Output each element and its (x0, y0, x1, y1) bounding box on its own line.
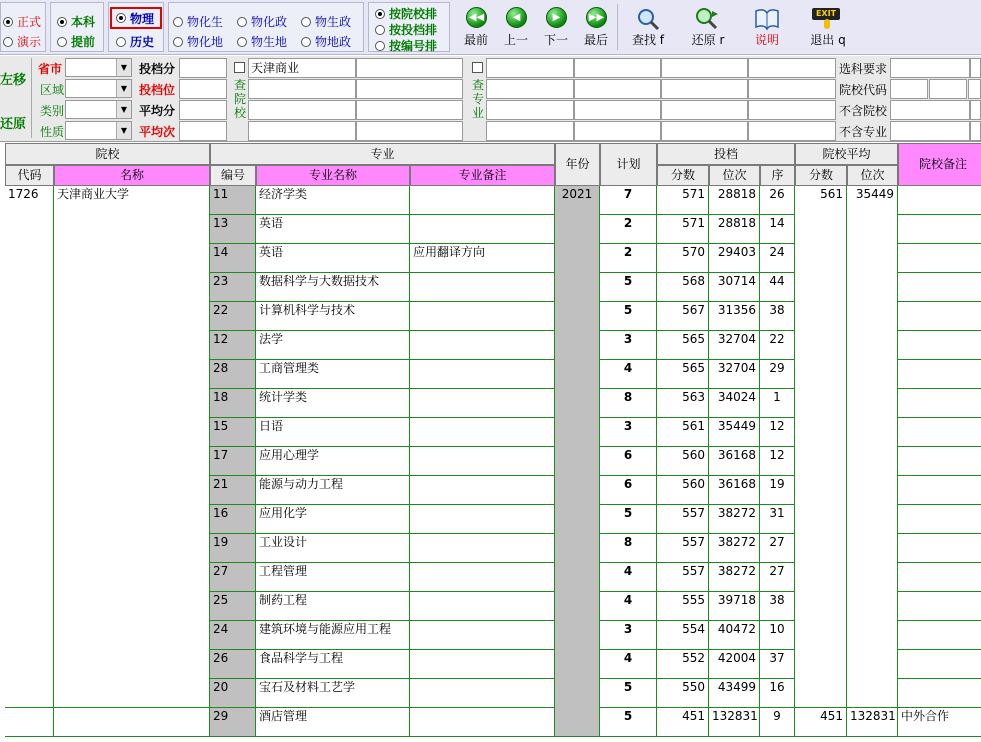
school-filter-checkbox[interactable] (234, 62, 245, 73)
exclude-major-label: 不含专业 (839, 125, 888, 139)
exit-figure-icon (824, 19, 830, 29)
school-name-cell (54, 708, 210, 737)
score-cell: 567 (657, 302, 709, 331)
rank-cell: 34024 (709, 389, 760, 418)
school-note-cell (898, 476, 981, 505)
school-code-input-3[interactable] (968, 79, 981, 99)
row-avg-rank-cell: 132831 (847, 708, 898, 737)
major-note-cell (410, 534, 555, 563)
seq-cell: 24 (760, 244, 795, 273)
major-search-input-1[interactable] (486, 58, 574, 78)
plan-cell: 2 (600, 215, 657, 244)
radio-dot (3, 37, 13, 47)
level-undergrad-radio[interactable]: 本科 (57, 13, 95, 30)
major-note-cell: 应用翻译方向 (410, 244, 555, 273)
mode-formal-radio[interactable]: 正式 (3, 13, 41, 30)
school-note-cell (898, 679, 981, 708)
seq-cell: 9 (760, 708, 795, 737)
toudang-score-input[interactable] (179, 58, 227, 78)
seq-cell: 12 (760, 418, 795, 447)
score-cell: 557 (657, 534, 709, 563)
score-cell: 560 (657, 476, 709, 505)
plan-header[interactable]: 计划 (600, 143, 657, 186)
major-note-cell (410, 592, 555, 621)
book-icon (753, 7, 781, 31)
shift-left-button[interactable]: 左移 (0, 73, 27, 88)
rank-cell: 29403 (709, 244, 760, 273)
rank-cell: 38272 (709, 505, 760, 534)
number-cell: 15 (210, 418, 256, 447)
major-name-cell[interactable]: 工业设计 (256, 534, 410, 563)
combo-wuhuasheng-radio[interactable]: 物化生 (173, 13, 223, 30)
subject-req-label: 选科要求 (839, 62, 888, 76)
major-name-cell[interactable]: 日语 (256, 418, 410, 447)
plan-cell: 5 (600, 708, 657, 737)
radio-dot (57, 37, 67, 47)
avg-score-header[interactable]: 分数 (795, 165, 847, 186)
major-name-cell[interactable]: 计算机科学与技术 (256, 302, 410, 331)
school-search-input-2[interactable] (356, 58, 463, 78)
filter-divider (31, 58, 32, 138)
major-search-input-15[interactable] (661, 121, 748, 141)
rank-cell: 28818 (709, 186, 760, 215)
school-note-header[interactable]: 院校备注 (898, 143, 981, 186)
exclude-school-input[interactable] (890, 100, 970, 120)
toudang-rank-label: 投档位 (139, 83, 176, 97)
major-search-input-16[interactable] (748, 121, 836, 141)
plan-cell: 3 (600, 621, 657, 650)
score-cell: 561 (657, 418, 709, 447)
school-note-cell (898, 389, 981, 418)
number-cell: 28 (210, 360, 256, 389)
major-name-header[interactable]: 专业名称 (256, 165, 410, 186)
subject-physics-radio[interactable]: 物理 (110, 7, 162, 29)
find-button[interactable]: 查找 f (620, 2, 676, 52)
rank-cell: 39718 (709, 592, 760, 621)
sort-by-number-radio[interactable]: 按编号排 (375, 37, 437, 54)
score-cell: 565 (657, 360, 709, 389)
number-cell: 21 (210, 476, 256, 505)
combo-radio-group (168, 2, 364, 52)
chevron-down-icon: ▼ (116, 101, 131, 118)
school-code-cell: 1726 (5, 186, 54, 708)
rank-cell: 36168 (709, 447, 760, 476)
score-cell: 550 (657, 679, 709, 708)
major-note-cell (410, 447, 555, 476)
radio-dot (237, 17, 247, 27)
school-name-cell[interactable]: 天津商业大学 (54, 186, 210, 708)
major-name-cell[interactable]: 英语 (256, 215, 410, 244)
avg-score-label: 平均分 (139, 104, 176, 118)
score-cell: 571 (657, 215, 709, 244)
radio-dot (301, 37, 311, 47)
help-button[interactable]: 说明 (740, 2, 794, 52)
plan-cell: 3 (600, 331, 657, 360)
search-school-label: 查院校 (233, 78, 246, 120)
school-avg-group-header: 院校平均 (795, 143, 898, 165)
school-note-cell (898, 273, 981, 302)
plan-cell: 4 (600, 563, 657, 592)
score-cell: 555 (657, 592, 709, 621)
seq-cell: 14 (760, 215, 795, 244)
first-button[interactable]: ◀◀ 最前 (457, 2, 495, 52)
score-cell: 563 (657, 389, 709, 418)
school-note-cell (898, 244, 981, 273)
plan-cell: 2 (600, 244, 657, 273)
radio-dot (3, 17, 13, 27)
major-note-cell (410, 708, 555, 737)
restore-left-button[interactable]: 还原 (0, 117, 27, 132)
year-header[interactable]: 年份 (555, 143, 600, 186)
plan-cell: 7 (600, 186, 657, 215)
major-name-cell[interactable]: 工程管理 (256, 563, 410, 592)
major-note-cell (410, 621, 555, 650)
combo-wushengdi-radio[interactable]: 物生地 (237, 33, 287, 50)
number-cell: 17 (210, 447, 256, 476)
major-name-cell[interactable]: 制药工程 (256, 592, 410, 621)
school-note-cell (898, 186, 981, 215)
double-left-arrow-icon: ◀◀ (466, 7, 487, 28)
school-note-cell (898, 592, 981, 621)
score-cell: 570 (657, 244, 709, 273)
rank-cell: 32704 (709, 331, 760, 360)
major-search-input-9[interactable] (486, 100, 574, 120)
major-name-cell[interactable]: 法学 (256, 331, 410, 360)
major-note-cell (410, 360, 555, 389)
major-name-cell[interactable]: 建筑环境与能源应用工程 (256, 621, 410, 650)
sort-radio-group (368, 2, 450, 52)
major-search-input-11[interactable] (661, 100, 748, 120)
radio-dot (375, 25, 385, 35)
major-note-cell (410, 650, 555, 679)
major-note-header[interactable]: 专业备注 (410, 165, 555, 186)
rank-header[interactable]: 位次 (709, 165, 760, 186)
school-note-cell (898, 447, 981, 476)
plan-cell: 6 (600, 447, 657, 476)
avg-score-input[interactable] (179, 100, 227, 120)
chevron-down-icon: ▼ (116, 122, 131, 139)
sort-by-toudang-radio[interactable]: 按投档排 (375, 21, 437, 38)
avg-rank-label: 平均次 (139, 125, 176, 139)
major-note-cell (410, 331, 555, 360)
sort-by-school-radio[interactable]: 按院校排 (375, 5, 437, 22)
right-arrow-icon: ▶ (546, 7, 567, 28)
region-label: 区域 (40, 83, 65, 97)
major-name-cell[interactable]: 统计学类 (256, 389, 410, 418)
major-search-input-4[interactable] (748, 58, 836, 78)
school-note-cell (898, 505, 981, 534)
seq-cell: 19 (760, 476, 795, 505)
radio-dot (57, 17, 67, 27)
toudang-rank-input[interactable] (179, 79, 227, 99)
score-cell: 554 (657, 621, 709, 650)
code-header[interactable]: 代码 (5, 165, 54, 186)
toudang-group-header: 投档 (657, 143, 795, 165)
name-header[interactable]: 名称 (54, 165, 210, 186)
score-cell: 557 (657, 505, 709, 534)
school-code-label: 院校代码 (839, 83, 888, 97)
school-search-input-3[interactable] (248, 79, 356, 99)
score-cell: 557 (657, 563, 709, 592)
radio-dot (173, 37, 183, 47)
radio-dot (173, 17, 183, 27)
major-note-cell (410, 186, 555, 215)
seq-cell: 44 (760, 273, 795, 302)
school-search-input-4[interactable] (356, 79, 463, 99)
restore-button[interactable]: 还原 r (680, 2, 736, 52)
plan-cell: 8 (600, 389, 657, 418)
score-header[interactable]: 分数 (657, 165, 709, 186)
subject-radio-group (108, 2, 164, 52)
school-search-input-8[interactable] (356, 121, 463, 141)
score-cell: 451 (657, 708, 709, 737)
plan-cell: 4 (600, 360, 657, 389)
school-note-cell (898, 534, 981, 563)
major-name-cell[interactable]: 能源与动力工程 (256, 476, 410, 505)
major-note-cell (410, 273, 555, 302)
rank-cell: 32704 (709, 360, 760, 389)
major-search-input-6[interactable] (574, 79, 661, 99)
school-note-cell (898, 650, 981, 679)
category-label: 类别 (40, 104, 65, 118)
major-note-cell (410, 418, 555, 447)
score-cell: 565 (657, 331, 709, 360)
major-note-cell (410, 476, 555, 505)
number-cell: 11 (210, 186, 256, 215)
level-radio-group (50, 2, 104, 52)
search-major-label: 查专业 (471, 78, 484, 120)
major-note-cell (410, 215, 555, 244)
major-note-cell (410, 679, 555, 708)
number-cell: 29 (210, 708, 256, 737)
seq-cell: 10 (760, 621, 795, 650)
school-note-cell: 中外合作 (898, 708, 981, 737)
seq-cell: 22 (760, 331, 795, 360)
rank-cell: 30714 (709, 273, 760, 302)
major-search-input-5[interactable] (486, 79, 574, 99)
exclude-major-input-2[interactable] (970, 121, 981, 141)
radio-dot (116, 13, 126, 23)
school-search-input-6[interactable] (356, 100, 463, 120)
major-search-input-8[interactable] (748, 79, 836, 99)
radio-dot (375, 41, 385, 51)
province-select[interactable] (65, 58, 132, 77)
school-note-cell (898, 331, 981, 360)
major-note-cell (410, 505, 555, 534)
year-cell: 2021 (555, 186, 600, 737)
school-note-cell (898, 563, 981, 592)
school-search-input-7[interactable] (248, 121, 356, 141)
plan-cell: 5 (600, 679, 657, 708)
filter-panel (0, 56, 981, 142)
number-cell: 18 (210, 389, 256, 418)
major-name-cell[interactable]: 食品科学与工程 (256, 650, 410, 679)
exclude-major-input[interactable] (890, 121, 970, 141)
double-right-arrow-icon: ▶▶ (586, 7, 607, 28)
major-search-input-13[interactable] (486, 121, 574, 141)
subject-history-radio[interactable]: 历史 (116, 33, 154, 50)
major-name-cell[interactable]: 工商管理类 (256, 360, 410, 389)
exclude-school-input-2[interactable] (970, 100, 981, 120)
major-name-cell[interactable]: 应用化学 (256, 505, 410, 534)
major-search-input-2[interactable] (574, 58, 661, 78)
seq-cell: 37 (760, 650, 795, 679)
toudang-score-label: 投档分 (139, 62, 176, 76)
score-cell: 571 (657, 186, 709, 215)
toolbar (0, 0, 981, 55)
prev-button[interactable]: ◀ 上一 (497, 2, 535, 52)
major-name-cell[interactable]: 酒店管理 (256, 708, 410, 737)
school-search-input-5[interactable] (248, 100, 356, 120)
level-early-radio[interactable]: 提前 (57, 33, 95, 50)
major-note-cell (410, 302, 555, 331)
next-button[interactable]: ▶ 下一 (537, 2, 575, 52)
radio-dot (301, 17, 311, 27)
number-cell: 20 (210, 679, 256, 708)
exit-icon: EXIT (810, 5, 844, 29)
mode-demo-radio[interactable]: 演示 (3, 33, 41, 50)
combo-wuhuadi-radio[interactable]: 物化地 (173, 33, 223, 50)
rank-cell: 35449 (709, 418, 760, 447)
number-cell: 19 (210, 534, 256, 563)
seq-header[interactable]: 序 (760, 165, 795, 186)
major-filter-checkbox[interactable] (472, 62, 483, 73)
chevron-down-icon: ▼ (116, 80, 131, 97)
seq-cell: 27 (760, 563, 795, 592)
major-name-cell[interactable]: 英语 (256, 244, 410, 273)
left-arrow-icon: ◀ (506, 7, 527, 28)
exclude-school-label: 不含院校 (839, 104, 888, 118)
major-note-cell (410, 389, 555, 418)
seq-cell: 12 (760, 447, 795, 476)
results-grid (0, 143, 981, 742)
major-search-input-3[interactable] (661, 58, 748, 78)
last-button[interactable]: ▶▶ 最后 (577, 2, 615, 52)
score-cell: 560 (657, 447, 709, 476)
chevron-down-icon: ▼ (116, 59, 131, 76)
rank-cell: 42004 (709, 650, 760, 679)
restore-search-icon (694, 7, 722, 31)
seq-cell: 16 (760, 679, 795, 708)
score-cell: 568 (657, 273, 709, 302)
school-note-cell (898, 418, 981, 447)
major-search-input-12[interactable] (748, 100, 836, 120)
rank-cell: 31356 (709, 302, 760, 331)
combo-wudizheng-radio[interactable]: 物地政 (301, 33, 351, 50)
number-cell: 14 (210, 244, 256, 273)
plan-cell: 3 (600, 418, 657, 447)
nature-label: 性质 (40, 125, 65, 139)
plan-cell: 5 (600, 505, 657, 534)
rank-cell: 28818 (709, 215, 760, 244)
major-search-input-14[interactable] (574, 121, 661, 141)
nature-select[interactable] (65, 121, 132, 140)
seq-cell: 38 (760, 302, 795, 331)
number-cell: 13 (210, 215, 256, 244)
school-code-input-1[interactable] (890, 79, 928, 99)
combo-wushengzheng-radio[interactable]: 物生政 (301, 13, 351, 30)
major-name-cell[interactable]: 应用心理学 (256, 447, 410, 476)
number-cell: 22 (210, 302, 256, 331)
number-cell: 25 (210, 592, 256, 621)
plan-cell: 8 (600, 534, 657, 563)
seq-cell: 38 (760, 592, 795, 621)
exit-button[interactable]: EXIT 退出 q (800, 2, 856, 52)
major-group-header: 专业 (210, 143, 555, 165)
school-search-input-1[interactable]: 天津商业 (248, 58, 356, 78)
school-note-cell (898, 302, 981, 331)
subject-req-input[interactable] (890, 58, 970, 78)
search-icon (635, 7, 661, 31)
number-cell: 16 (210, 505, 256, 534)
row-avg-score-cell: 451 (795, 708, 847, 737)
number-cell: 24 (210, 621, 256, 650)
major-name-cell[interactable]: 宝石及材料工艺学 (256, 679, 410, 708)
number-cell: 27 (210, 563, 256, 592)
school-note-cell (898, 215, 981, 244)
school-code-input-2[interactable] (929, 79, 967, 99)
school-code-cell (5, 708, 54, 737)
school-group-header: 院校 (5, 143, 210, 165)
seq-cell: 26 (760, 186, 795, 215)
plan-cell: 5 (600, 302, 657, 331)
rank-cell: 38272 (709, 534, 760, 563)
seq-cell: 1 (760, 389, 795, 418)
plan-cell: 6 (600, 476, 657, 505)
seq-cell: 27 (760, 534, 795, 563)
plan-cell: 4 (600, 592, 657, 621)
rank-cell: 38272 (709, 563, 760, 592)
rank-cell: 43499 (709, 679, 760, 708)
radio-dot (237, 37, 247, 47)
seq-cell: 29 (760, 360, 795, 389)
number-cell: 23 (210, 273, 256, 302)
school-note-cell (898, 360, 981, 389)
radio-dot (375, 9, 385, 19)
number-header[interactable]: 编号 (210, 165, 256, 186)
province-label: 省市 (38, 62, 63, 76)
radio-dot (116, 37, 126, 47)
avg-score-cell: 561 (795, 186, 847, 708)
seq-cell: 31 (760, 505, 795, 534)
subject-req-input-2[interactable] (970, 58, 981, 78)
mode-radio-group (0, 2, 46, 52)
number-cell: 26 (210, 650, 256, 679)
region-select[interactable] (65, 79, 132, 98)
major-name-cell[interactable]: 数据科学与大数据技术 (256, 273, 410, 302)
rank-cell: 40472 (709, 621, 760, 650)
plan-cell: 5 (600, 273, 657, 302)
major-name-cell[interactable]: 经济学类 (256, 186, 410, 215)
avg-rank-cell: 35449 (847, 186, 898, 708)
major-search-input-10[interactable] (574, 100, 661, 120)
avg-rank-input[interactable] (179, 121, 227, 141)
category-select[interactable] (65, 100, 132, 119)
rank-cell: 132831 (709, 708, 760, 737)
major-note-cell (410, 563, 555, 592)
score-cell: 552 (657, 650, 709, 679)
major-search-input-7[interactable] (661, 79, 748, 99)
toolbar-separator (617, 4, 618, 50)
avg-rank-header[interactable]: 位次 (847, 165, 898, 186)
rank-cell: 36168 (709, 476, 760, 505)
plan-cell: 4 (600, 650, 657, 679)
number-cell: 12 (210, 331, 256, 360)
combo-wuhuazheng-radio[interactable]: 物化政 (237, 13, 287, 30)
school-note-cell (898, 621, 981, 650)
